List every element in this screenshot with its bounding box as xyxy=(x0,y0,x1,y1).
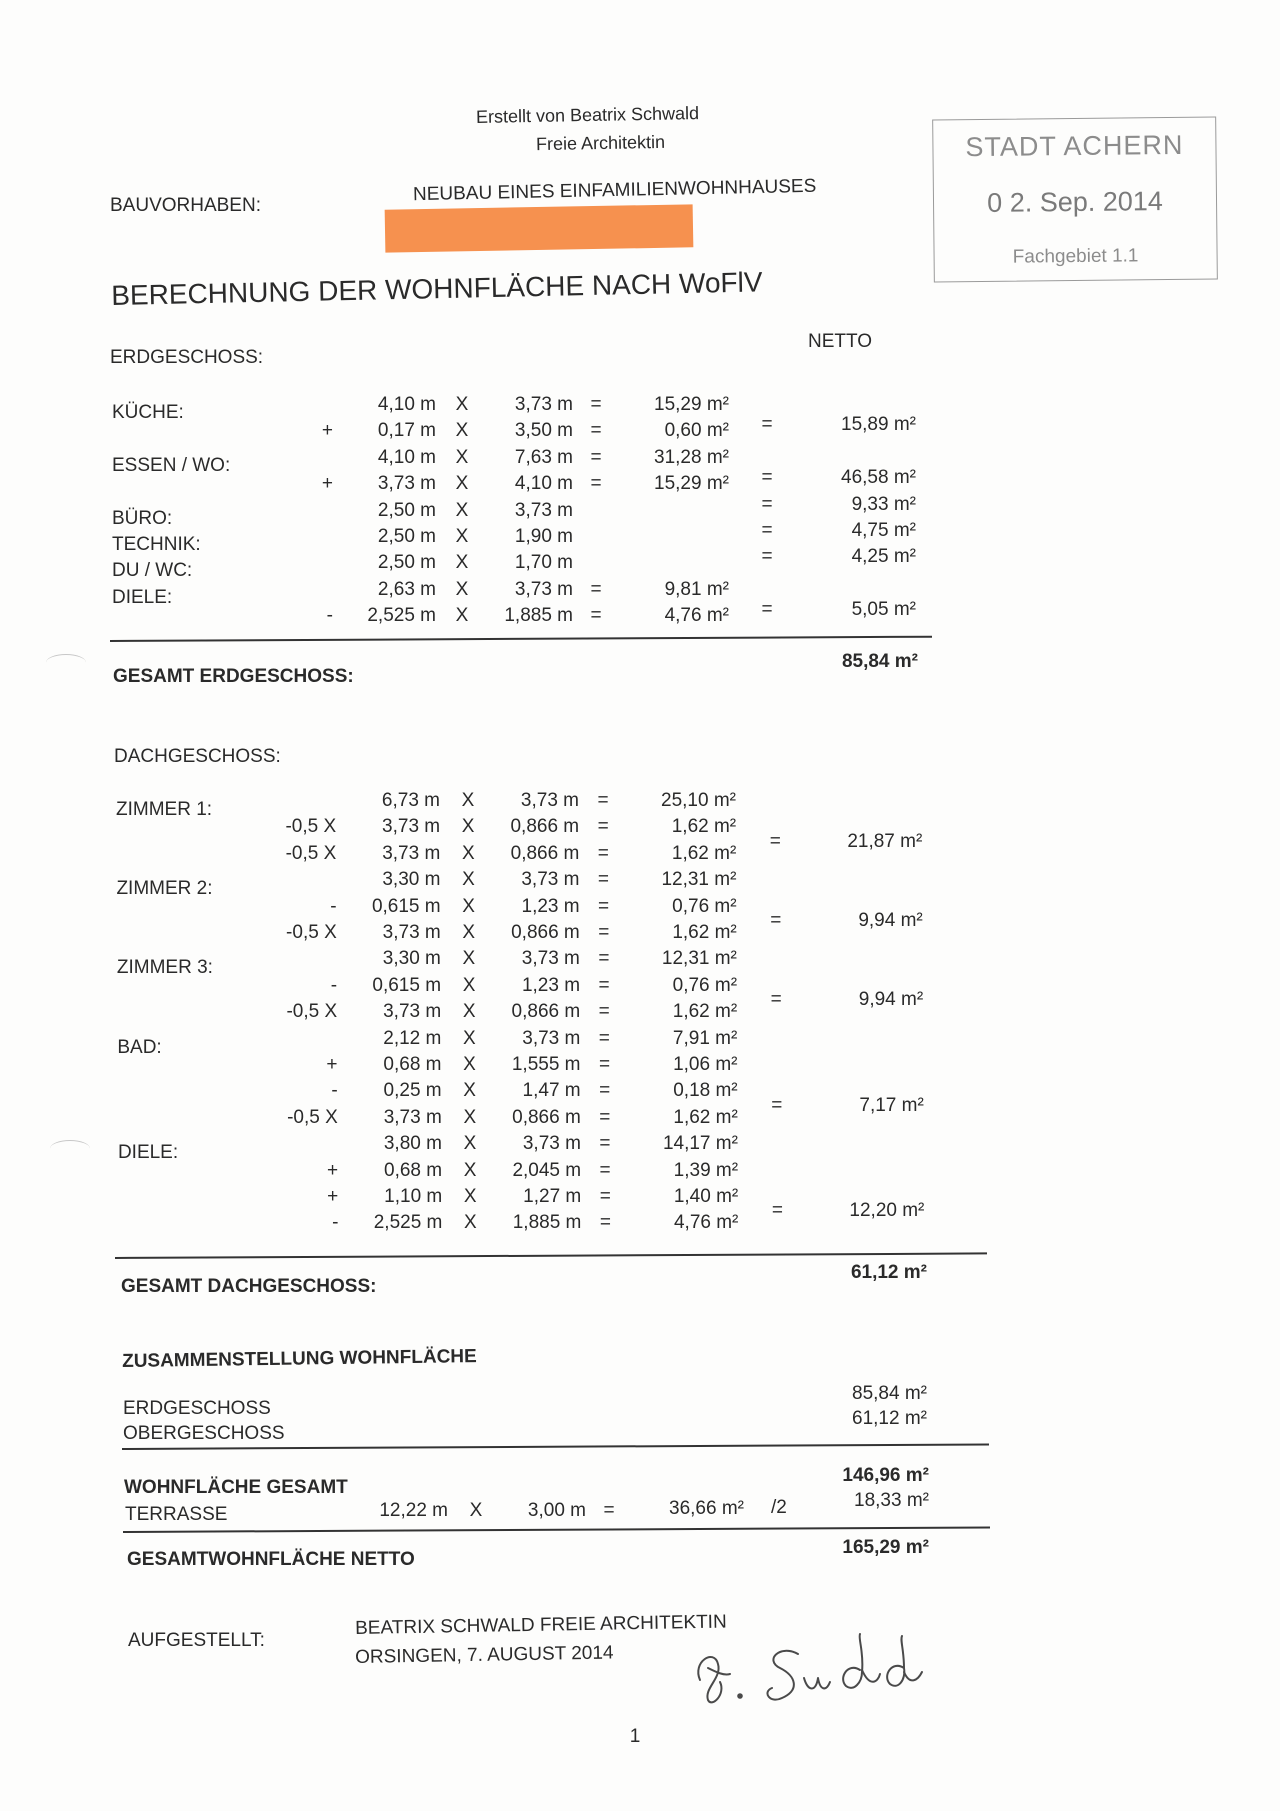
row-multiply: X xyxy=(463,1106,477,1128)
author-line-2: Freie Architektin xyxy=(535,131,666,155)
row-dimension-b: 7,63 m xyxy=(514,446,573,468)
row-multiply: X xyxy=(462,922,476,943)
row-result: 12,31 m² xyxy=(661,869,737,891)
stamp-date: 0 2. Sep. 2014 xyxy=(987,186,1164,218)
row-dimension-b: 0,866 m xyxy=(510,816,580,838)
row-equals: = xyxy=(599,1106,611,1128)
row-multiply: X xyxy=(463,1027,476,1049)
row-dimension-b: 2,045 m xyxy=(512,1159,582,1181)
row-operator: -0,5 X xyxy=(285,842,337,864)
row-label: TECHNIK: xyxy=(112,534,201,555)
summary-total-label: WOHNFLÄCHE GESAMT xyxy=(124,1477,348,1498)
row-dimension-a: 1,10 m xyxy=(384,1186,443,1207)
summary-divider xyxy=(122,1443,989,1450)
row-label: DU / WC: xyxy=(112,560,193,582)
row-dimension-b: 0,866 m xyxy=(512,1106,581,1128)
terrace-value: 18,33 m² xyxy=(854,1490,929,1511)
row-operator: - xyxy=(326,605,333,627)
row-result: 9,81 m² xyxy=(664,578,729,600)
row-multiply: X xyxy=(461,816,475,838)
row-multiply: X xyxy=(461,842,475,864)
document-title: BERECHNUNG DER WOHNFLÄCHE NACH WoFlV xyxy=(110,266,763,311)
row-multiply: X xyxy=(455,552,469,574)
row-operator: - xyxy=(331,1080,338,1102)
row-dimension-a: 2,12 m xyxy=(383,1027,442,1049)
row-dimension-b: 0,866 m xyxy=(510,842,580,864)
terrace-multiply: X xyxy=(469,1500,483,1521)
row-multiply: X xyxy=(463,1133,477,1155)
row-equals: = xyxy=(597,842,609,864)
row-equals-total: = xyxy=(769,830,781,852)
eg-heading: ERDGESCHOSS: xyxy=(110,347,264,368)
row-operator: + xyxy=(326,1159,339,1181)
row-result: 4,76 m² xyxy=(673,1212,739,1234)
row-dimension-a: 2,50 m xyxy=(377,526,436,547)
row-result: 1,40 m² xyxy=(673,1186,739,1207)
row-dimension-b: 3,73 m xyxy=(521,948,580,970)
row-multiply: X xyxy=(455,446,469,468)
row-equals-total: = xyxy=(761,599,773,621)
footer-line-2: ORSINGEN, 7. AUGUST 2014 xyxy=(354,1642,614,1668)
row-dimension-b: 3,73 m xyxy=(514,499,573,521)
row-net-total: 4,75 m² xyxy=(851,520,916,541)
author-line-1: Erstellt von Beatrix Schwald xyxy=(475,103,700,127)
row-equals: = xyxy=(599,1159,611,1181)
row-net-total: 9,94 m² xyxy=(858,989,924,1011)
row-multiply: X xyxy=(462,1001,476,1023)
row-result: 31,28 m² xyxy=(654,446,729,468)
row-equals: = xyxy=(598,922,610,943)
row-dimension-b: 3,73 m xyxy=(522,1027,581,1049)
row-label: ZIMMER 2: xyxy=(116,878,213,900)
row-equals: = xyxy=(599,1080,611,1102)
footer-line-1: BEATRIX SCHWALD FREIE ARCHITEKTIN xyxy=(354,1611,727,1639)
row-result: 1,62 m² xyxy=(672,1001,738,1023)
row-dimension-a: 4,10 m xyxy=(377,446,436,468)
summary-og-value: 61,12 m² xyxy=(852,1408,927,1429)
row-operator: - xyxy=(330,895,337,917)
row-dimension-a: 2,50 m xyxy=(377,499,436,521)
footer-label: AUFGESTELLT: xyxy=(128,1630,265,1651)
row-result: 25,10 m² xyxy=(661,790,736,811)
net-total-value: 165,29 m² xyxy=(842,1537,929,1558)
row-equals: = xyxy=(598,1054,611,1075)
row-multiply: X xyxy=(455,605,469,627)
row-result: 1,39 m² xyxy=(673,1159,739,1181)
row-operator: - xyxy=(330,974,338,996)
row-equals: = xyxy=(599,1133,611,1155)
row-equals: = xyxy=(598,948,610,970)
row-result: 0,76 m² xyxy=(672,895,737,917)
row-dimension-b: 3,73 m xyxy=(514,394,573,415)
row-dimension-b: 1,70 m xyxy=(514,552,573,574)
row-label: BAD: xyxy=(117,1036,162,1058)
eg-total-value: 85,84 m² xyxy=(841,651,918,672)
eg-total-label: GESAMT ERDGESCHOSS: xyxy=(113,666,354,687)
row-equals: = xyxy=(598,974,610,996)
row-net-total: 21,87 m² xyxy=(847,830,923,852)
row-dimension-b: 3,73 m xyxy=(520,790,579,811)
row-dimension-b: 3,73 m xyxy=(522,1133,581,1155)
row-dimension-a: 3,73 m xyxy=(383,1001,442,1023)
row-multiply: X xyxy=(463,1186,477,1207)
row-dimension-b: 0,866 m xyxy=(511,922,580,943)
row-label: DIELE: xyxy=(117,1142,179,1164)
row-equals: = xyxy=(590,394,602,415)
row-result: 0,18 m² xyxy=(673,1080,738,1102)
row-net-total: 15,89 m² xyxy=(841,414,916,436)
row-multiply: X xyxy=(455,578,469,600)
dg-divider xyxy=(115,1252,987,1259)
dg-total-value: 61,12 m² xyxy=(850,1262,927,1283)
row-result: 1,62 m² xyxy=(673,1106,738,1128)
project-value: NEUBAU EINES EINFAMILIENWOHNHAUSES xyxy=(412,175,817,206)
summary-total-value: 146,96 m² xyxy=(842,1465,929,1486)
row-result: 12,31 m² xyxy=(661,948,737,970)
row-equals: = xyxy=(598,1001,610,1023)
row-multiply: X xyxy=(455,473,469,495)
row-result: 1,62 m² xyxy=(671,842,737,864)
row-operator: -0,5 X xyxy=(287,1106,338,1128)
row-dimension-a: 0,615 m xyxy=(372,974,442,996)
row-dimension-a: 3,73 m xyxy=(377,473,436,495)
row-multiply: X xyxy=(461,790,475,811)
row-dimension-b: 4,10 m xyxy=(514,473,573,495)
row-equals-total: = xyxy=(771,1200,783,1222)
row-equals-total: = xyxy=(770,910,782,931)
row-dimension-b: 1,47 m xyxy=(522,1080,581,1102)
summary-og-label: OBERGESCHOSS xyxy=(123,1423,285,1444)
row-equals: = xyxy=(597,816,609,838)
row-operator: + xyxy=(327,1186,339,1207)
row-dimension-b: 1,885 m xyxy=(512,1212,582,1234)
summary-heading: ZUSAMMENSTELLUNG WOHNFLÄCHE xyxy=(121,1346,477,1372)
row-result: 1,62 m² xyxy=(671,816,737,838)
row-multiply: X xyxy=(455,394,469,415)
row-operator: + xyxy=(326,1054,338,1075)
row-equals: = xyxy=(597,869,609,891)
project-label: BAUVORHABEN: xyxy=(110,195,261,216)
terrace-divisor: /2 xyxy=(771,1497,787,1518)
row-result: 7,91 m² xyxy=(672,1027,738,1049)
row-operator: -0,5 X xyxy=(286,922,337,943)
row-result: 0,60 m² xyxy=(664,420,729,442)
row-result: 15,29 m² xyxy=(654,473,729,495)
dg-heading: DACHGESCHOSS: xyxy=(114,746,281,767)
row-equals-total: = xyxy=(761,546,773,568)
row-multiply: X xyxy=(462,869,475,891)
row-label: ZIMMER 1: xyxy=(116,799,213,820)
row-operator: + xyxy=(321,473,333,495)
eg-divider xyxy=(110,636,932,642)
row-net-total: 5,05 m² xyxy=(851,599,916,621)
dg-total-label: GESAMT DACHGESCHOSS: xyxy=(121,1276,377,1297)
terrace-width: 3,00 m xyxy=(527,1500,586,1521)
row-equals: = xyxy=(598,1027,610,1049)
redaction-mark xyxy=(385,204,694,252)
row-dimension-a: 0,68 m xyxy=(383,1054,442,1075)
row-equals: = xyxy=(597,790,609,811)
row-equals: = xyxy=(590,473,602,495)
row-equals: = xyxy=(590,605,602,627)
row-multiply: X xyxy=(462,895,475,917)
row-multiply: X xyxy=(463,1054,476,1075)
row-dimension-a: 4,10 m xyxy=(377,394,436,415)
row-net-total: 9,33 m² xyxy=(851,493,916,515)
row-multiply: X xyxy=(462,974,476,996)
row-multiply: X xyxy=(455,526,469,547)
row-dimension-b: 1,23 m xyxy=(521,974,581,996)
page-number: 1 xyxy=(629,1726,641,1747)
row-dimension-b: 3,73 m xyxy=(521,869,580,891)
row-dimension-b: 1,23 m xyxy=(521,895,580,917)
row-equals: = xyxy=(590,420,602,442)
row-label: BÜRO: xyxy=(112,507,173,529)
terrace-equals: = xyxy=(603,1500,615,1521)
row-dimension-a: 2,50 m xyxy=(377,552,436,574)
row-dimension-a: 3,30 m xyxy=(382,948,441,970)
row-dimension-a: 0,68 m xyxy=(384,1159,443,1181)
stamp-city: STADT ACHERN xyxy=(965,129,1184,163)
row-multiply: X xyxy=(462,948,476,970)
row-net-total: 12,20 m² xyxy=(849,1200,925,1222)
row-label: ZIMMER 3: xyxy=(116,957,213,979)
row-operator: -0,5 X xyxy=(285,816,337,838)
row-dimension-a: 6,73 m xyxy=(381,790,440,811)
row-dimension-a: 3,73 m xyxy=(382,816,441,838)
net-total-label: GESAMTWOHNFLÄCHE NETTO xyxy=(127,1549,415,1570)
row-equals-total: = xyxy=(761,493,773,515)
row-net-total: 46,58 m² xyxy=(841,467,916,489)
row-multiply: X xyxy=(463,1159,477,1181)
terrace-area: 36,66 m² xyxy=(669,1498,744,1519)
row-result: 1,06 m² xyxy=(673,1054,738,1075)
summary-eg-value: 85,84 m² xyxy=(852,1383,927,1404)
row-dimension-a: 0,25 m xyxy=(383,1080,442,1102)
row-dimension-a: 2,525 m xyxy=(367,605,436,627)
row-dimension-a: 0,615 m xyxy=(371,895,441,917)
row-dimension-a: 3,73 m xyxy=(383,1106,442,1128)
row-dimension-a: 2,525 m xyxy=(373,1212,443,1234)
row-dimension-a: 0,17 m xyxy=(377,420,436,442)
row-multiply: X xyxy=(464,1212,477,1234)
row-equals-total: = xyxy=(761,414,773,436)
row-equals: = xyxy=(599,1212,611,1234)
terrace-length: 12,22 m xyxy=(379,1500,448,1521)
row-operator: - xyxy=(332,1212,339,1234)
row-dimension-b: 1,885 m xyxy=(504,605,573,627)
row-multiply: X xyxy=(455,420,469,442)
row-dimension-a: 3,30 m xyxy=(382,869,441,891)
row-dimension-a: 2,63 m xyxy=(377,578,436,600)
row-dimension-a: 3,73 m xyxy=(382,922,441,943)
row-result: 14,17 m² xyxy=(662,1133,738,1155)
row-equals-total: = xyxy=(770,989,782,1011)
row-result: 1,62 m² xyxy=(672,922,737,943)
row-result: 0,76 m² xyxy=(672,974,738,996)
row-net-total: 7,17 m² xyxy=(859,1094,924,1116)
row-multiply: X xyxy=(455,499,469,521)
row-dimension-b: 0,866 m xyxy=(511,1001,581,1023)
scan-mark xyxy=(50,1140,90,1157)
row-dimension-b: 1,555 m xyxy=(511,1054,581,1075)
stamp-department: Fachgebiet 1.1 xyxy=(1012,245,1139,268)
row-dimension-b: 1,27 m xyxy=(523,1186,582,1207)
row-net-total: 9,94 m² xyxy=(858,910,923,931)
row-equals: = xyxy=(590,446,602,468)
row-label: DIELE: xyxy=(112,586,173,608)
terrace-label: TERRASSE xyxy=(125,1504,228,1525)
row-equals: = xyxy=(599,1186,611,1207)
row-multiply: X xyxy=(463,1080,476,1102)
terrace-divider xyxy=(123,1526,990,1533)
row-equals-total: = xyxy=(761,467,773,489)
row-operator: + xyxy=(321,420,333,442)
handwritten-signature xyxy=(690,1632,930,1712)
row-equals: = xyxy=(590,578,602,600)
row-equals: = xyxy=(598,895,610,917)
row-equals-total: = xyxy=(761,520,773,541)
scan-mark xyxy=(46,654,86,671)
row-dimension-b: 1,90 m xyxy=(514,526,573,547)
row-equals-total: = xyxy=(771,1094,783,1116)
row-net-total: 4,25 m² xyxy=(851,546,916,568)
row-label: ESSEN / WO: xyxy=(112,454,231,476)
row-label: KÜCHE: xyxy=(112,402,184,423)
received-stamp xyxy=(932,117,1218,283)
row-operator: -0,5 X xyxy=(286,1001,338,1023)
row-result: 4,76 m² xyxy=(664,605,729,627)
row-dimension-b: 3,73 m xyxy=(514,578,573,600)
row-dimension-b: 3,50 m xyxy=(514,420,573,442)
summary-eg-label: ERDGESCHOSS xyxy=(123,1398,271,1419)
netto-column-header: NETTO xyxy=(808,331,873,352)
row-dimension-a: 3,73 m xyxy=(382,842,441,864)
row-result: 15,29 m² xyxy=(654,394,729,415)
row-dimension-a: 3,80 m xyxy=(383,1133,442,1155)
